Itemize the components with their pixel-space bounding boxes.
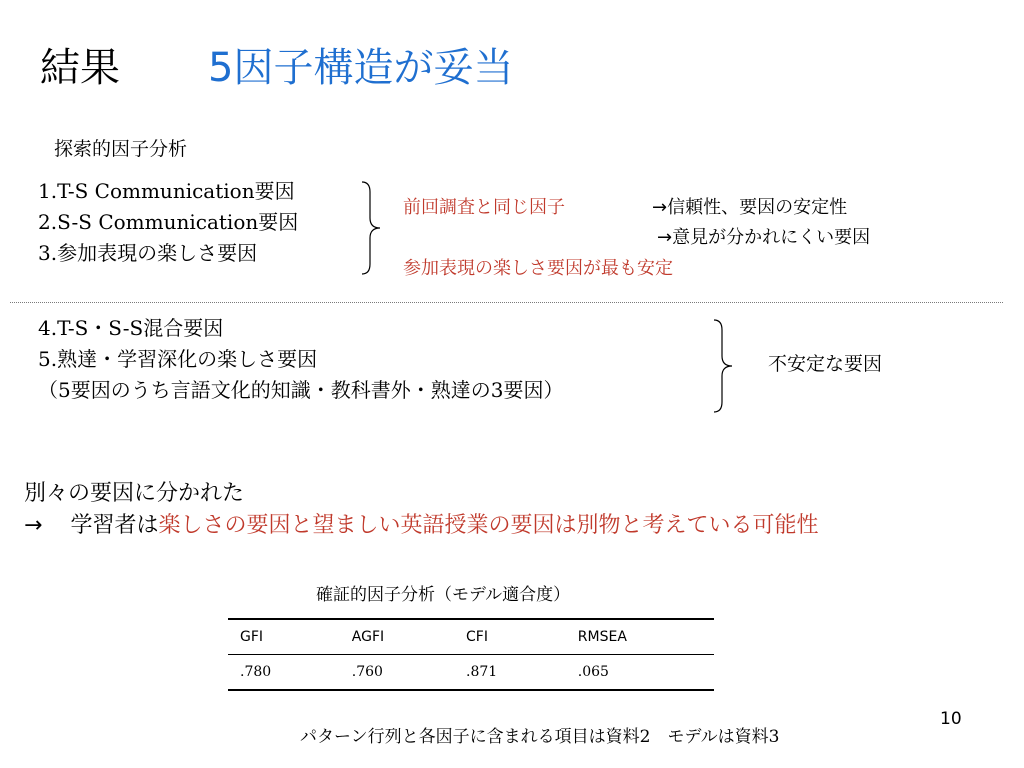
column-header-gfi: GFI <box>240 629 264 645</box>
factor-item: （5要因のうち言語文化的知識・教科書外・熟達の3要因） <box>38 378 564 402</box>
cell-agfi: .760 <box>351 664 383 680</box>
cell-gfi: .780 <box>240 664 272 680</box>
note-same-factors: 前回調査と同じ因子 <box>403 197 565 218</box>
note-reliability: →信頼性、要因の安定性 <box>652 197 848 218</box>
conclusion-line-1: 別々の要因に分かれた <box>24 481 245 506</box>
column-header-rmsea: RMSEA <box>577 629 627 645</box>
cell-cfi: .871 <box>466 664 498 680</box>
stable-factor-list <box>38 176 298 269</box>
page-title: 結果 <box>40 45 120 91</box>
arrow-icon: → <box>24 513 43 538</box>
page-number: 10 <box>940 709 962 729</box>
fit-index-table <box>228 618 714 691</box>
conclusion-highlight: 楽しさの要因と望ましい英語授業の要因は別物と考えている可能性 <box>158 513 819 538</box>
page-subtitle: 5因子構造が妥当 <box>208 45 514 91</box>
footer-note: パターン行列と各因子に含まれる項目は資料2 モデルは資料3 <box>300 727 780 747</box>
conclusion-subject: 学習者は <box>70 513 159 538</box>
factor-item: 3.参加表現の楽しさ要因 <box>38 241 258 265</box>
column-header-agfi: AGFI <box>351 629 385 645</box>
right-brace-icon <box>360 180 384 276</box>
conclusion-line-2 <box>24 508 818 539</box>
column-header-cfi: CFI <box>466 629 488 645</box>
table-header-row <box>228 619 714 655</box>
unstable-factor-list <box>38 313 563 406</box>
efa-label: 探索的因子分析 <box>54 138 188 160</box>
note-most-stable: 参加表現の楽しさ要因が最も安定 <box>403 258 673 279</box>
table-row <box>228 655 714 691</box>
factor-item: 5.熟達・学習深化の楽しさ要因 <box>38 347 318 371</box>
cfa-caption: 確証的因子分析（モデル適合度） <box>316 585 571 605</box>
right-brace-icon <box>712 318 738 414</box>
factor-item: 2.S-S Communication要因 <box>38 210 299 234</box>
section-divider <box>10 302 1003 303</box>
cell-rmsea: .065 <box>577 664 609 680</box>
factor-item: 4.T-S・S-S混合要因 <box>38 316 224 340</box>
factor-item: 1.T-S Communication要因 <box>38 179 295 203</box>
unstable-label: 不安定な要因 <box>768 353 883 375</box>
note-opinions: →意見が分かれにくい要因 <box>657 227 871 248</box>
